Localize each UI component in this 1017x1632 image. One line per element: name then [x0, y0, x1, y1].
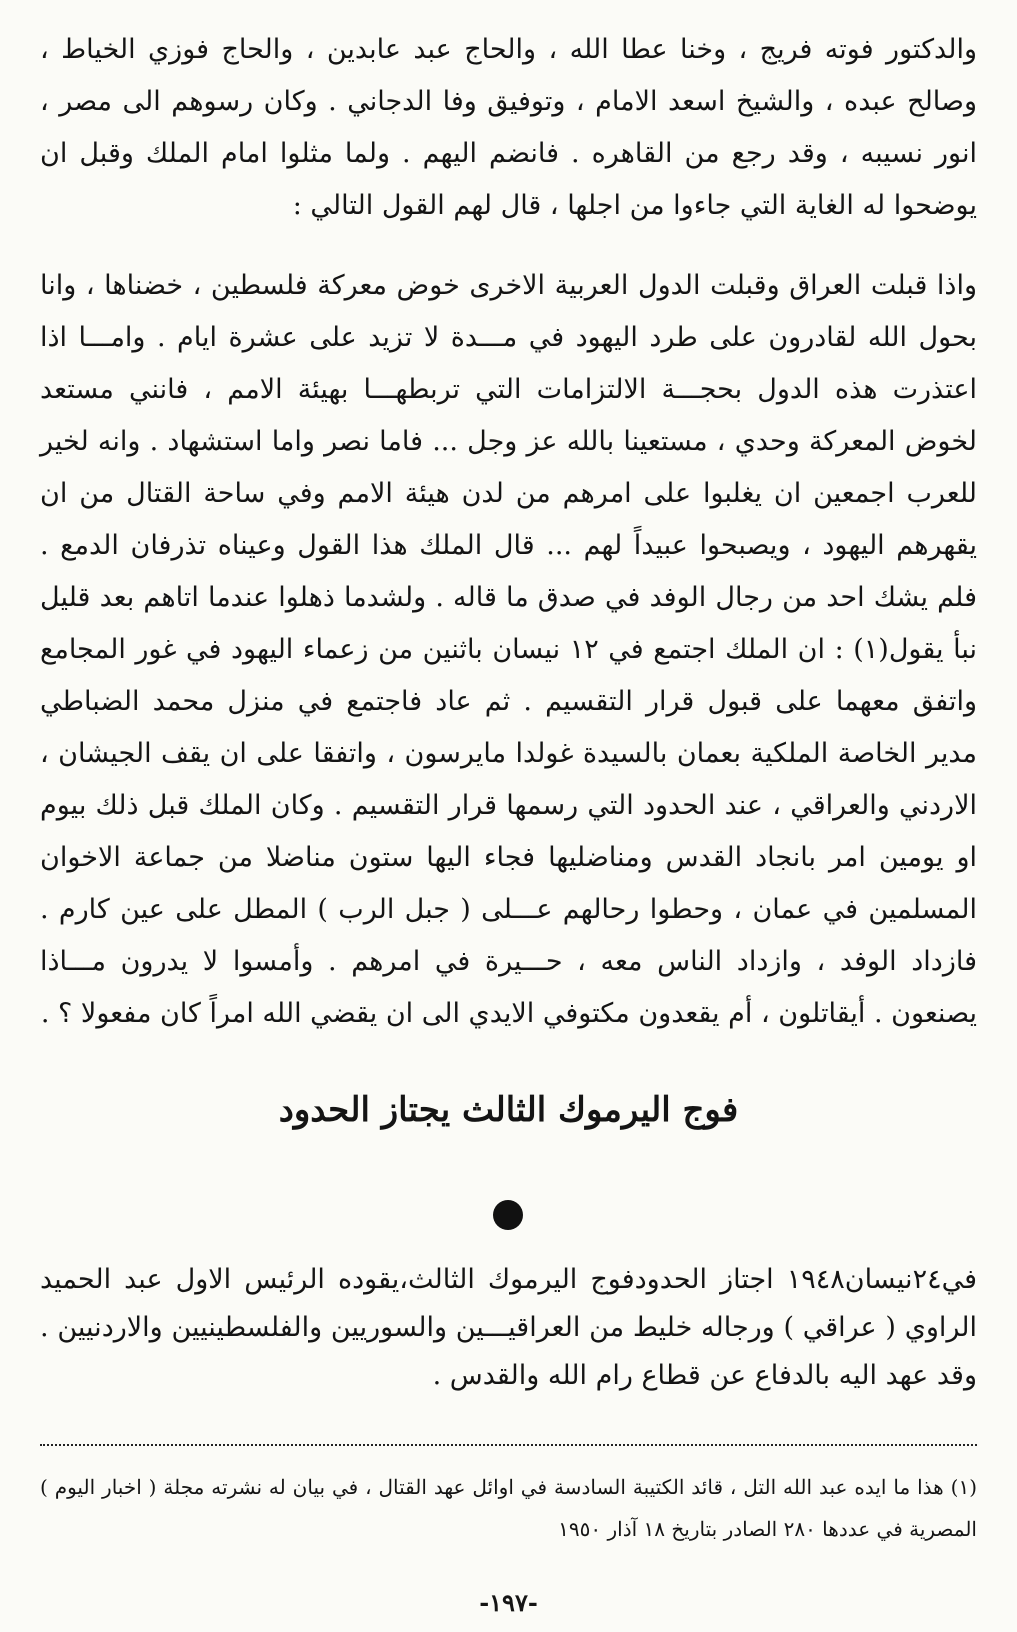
paragraph-king-speech: واذا قبلت العراق وقبلت الدول العربية الاخرى خوض معركة فلسطين ، خضناها ، وانا بحول الله لقادرون على طرد اليهود في مـــدة لا تزيد على عشرة ايام . وامـــا اذا اعتذرت هذه الدول بحجـــة الالتزامات التي تربطهـــا بهيئة الامم ، فانني مستعد لخوض المعركة وحدي ، مستعينا بالله عز وجل ... فاما نصر واما استشهاد . وانه لخير للعرب اجمعين ان يغلبوا على امرهم من لدن هيئة الامم وفي ساحة القتال من ان يقهرهم اليهود ، ويصبحوا عبيداً لهم ... قال الملك هذا القول وعيناه تذرفان الدمع . فلم يشك احد من رجال الوفد في صدق ما قاله . ولشدما ذهلوا عندما اتاهم بعد قليل نبأ يقول(١) : ان الملك اجتمع في ١٢ نيسان باثنين من زعماء اليهود في غور المجامع واتفق معهما على قبول قرار التقسيم . ثم عاد فاجتمع في منزل محمد الضباطي مدير الخاصة الملكية بعمان بالسيدة غولدا مايرسون ، واتفقا على ان يقف الجيشان ، الاردني والعراقي ، عند الحدود التي رسمها قرار التقسيم . وكان الملك قبل ذلك بيوم او يومين امر بانجاد القدس ومناضليها فجاء اليها ستون مناضلا من جماعة الاخوان المسلمين في عمان ، وحطوا رحالهم عـــلى ( جبل الرب ) المطل على عين كارم . فازداد الوفد ، وازداد الناس معه ، حـــيرة في امرهم . وأمسوا لا يدرون مـــاذا يصنعون . أيقاتلون ، أم يقعدون مكتوفي الايدي الى ان يقضي الله امراً كان مفعولا ؟ .	[40, 270, 977, 1029]
bullet-dot-icon	[493, 1200, 523, 1230]
section-heading: فوج اليرموك الثالث يجتاز الحدود	[278, 1090, 739, 1130]
page-number: -١٩٧-	[479, 1588, 538, 1617]
footnote-divider	[40, 1444, 977, 1446]
paragraph-delegation: والدكتور فوته فريج ، وخنا عطا الله ، والحاج عبد عابدين ، والحاج فوزي الخياط ، وصالح عبده ، والشيخ اسعد الامام ، وتوفيق وفا الدجاني . وكان رسوهم الى مصر ، انور نسيبه ، وقد رجع من القاهره . فانضم اليهم . ولما مثلوا امام الملك وقبل ان يوضحوا له الغاية التي جاءوا من اجلها ، قال لهم القول التالي :	[40, 34, 977, 221]
section-paragraph: في٢٤نيسان١٩٤٨ اجتاز الحدودفوج اليرموك الثالث،يقوده الرئيس الاول عبد الحميد الراوي ( عراقي ) ورجاله خليط من العراقيـــين والسوريين والفلسطينيين والاردنيين . وقد عهد اليه بالدفاع عن قطاع رام الله والقدس .	[40, 1264, 977, 1391]
main-text-block	[40, 24, 977, 1068]
footnote: (١) هذا ما ايده عبد الله التل ، قائد الكتيبة السادسة في اوائل عهد القتال ، في بيان له نشرته مجلة ( اخبار اليوم ) المصرية في عددها ٢٨٠ الصادر بتاريخ ١٨ آذار ١٩٥٠	[40, 1475, 977, 1541]
